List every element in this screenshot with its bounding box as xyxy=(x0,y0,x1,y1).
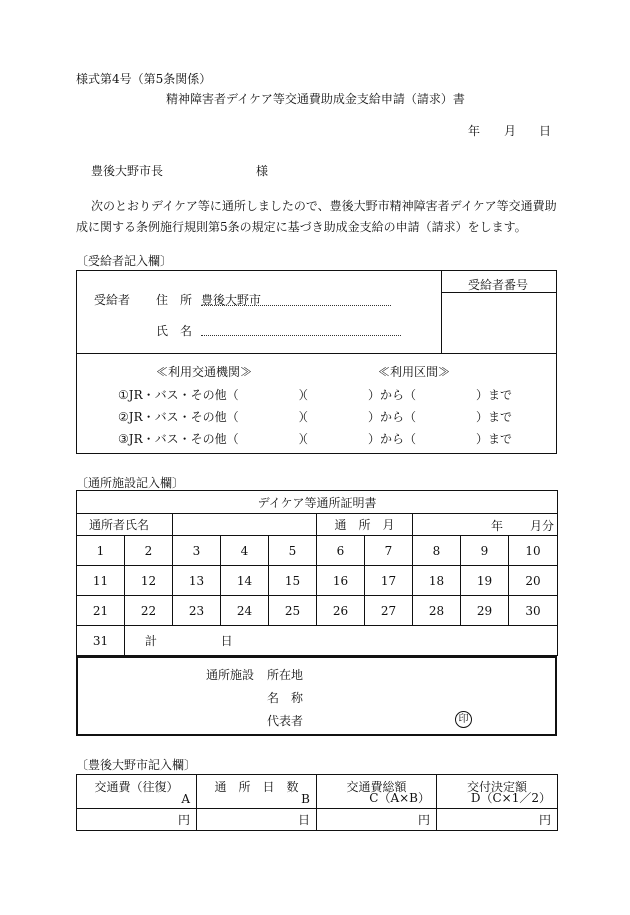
document-title: 精神障害者デイケア等交通費助成金支給申請（請求）書 xyxy=(166,92,465,106)
days-row-3 xyxy=(77,596,558,626)
day-cell[interactable]: 18 xyxy=(413,566,461,596)
recipient-number-field[interactable] xyxy=(442,293,557,353)
day-cell[interactable]: 3 xyxy=(173,536,221,566)
day-cell[interactable]: 9 xyxy=(461,536,509,566)
day-cell[interactable]: 17 xyxy=(365,566,413,596)
intro-line-2: 成に関する条例施行規則第5条の規定に基づき助成金支給の申請（請求）をします。 xyxy=(76,220,527,234)
address-label: 住 所 xyxy=(156,293,193,307)
address-value[interactable]: 豊後大野市 xyxy=(201,293,262,307)
total-days-cell[interactable] xyxy=(125,626,558,656)
total-unit: 日 xyxy=(220,634,233,648)
day-cell[interactable]: 23 xyxy=(173,596,221,626)
day-cell[interactable]: 14 xyxy=(221,566,269,596)
day-cell[interactable]: 20 xyxy=(509,566,558,596)
day-cell[interactable]: 29 xyxy=(461,596,509,626)
facility-label: 通所施設 xyxy=(206,668,255,682)
year-label: 年 xyxy=(491,519,504,533)
column-attendance-days: 通 所 日 数 B xyxy=(197,775,317,809)
city-calculation-table xyxy=(76,774,558,831)
recipient-number-label: 受給者番号 xyxy=(468,278,529,292)
addressee-name: 豊後大野市長 xyxy=(91,164,164,178)
day-cell[interactable]: 21 xyxy=(77,596,125,626)
date-year-label: 年 xyxy=(468,124,481,138)
day-cell[interactable]: 24 xyxy=(221,596,269,626)
attendance-certificate-table xyxy=(76,490,558,656)
transport-row-1[interactable]: ①JR・バス・その他（ ） xyxy=(118,388,311,402)
day-cell[interactable]: 19 xyxy=(461,566,509,596)
transport-row-2[interactable]: ②JR・バス・その他（ ） xyxy=(118,410,311,424)
day-cell[interactable]: 10 xyxy=(509,536,558,566)
date-day-label: 日 xyxy=(539,124,552,138)
certificate-title: デイケア等通所証明書 xyxy=(77,491,558,514)
route-header: ≪利用区間≫ xyxy=(378,365,451,379)
transport-row-3[interactable]: ③JR・バス・その他（ ） xyxy=(118,432,311,446)
recipient-label: 受給者 xyxy=(94,293,131,307)
days-row-1 xyxy=(77,536,558,566)
intro-line-1: 次のとおりデイケア等に通所しましたので、豊後大野市精神障害者デイケア等交通費助 xyxy=(91,199,557,213)
day-cell[interactable]: 16 xyxy=(317,566,365,596)
day-cell[interactable]: 12 xyxy=(125,566,173,596)
day-cell[interactable]: 7 xyxy=(365,536,413,566)
city-section-heading: 〔豊後大野市記入欄〕 xyxy=(76,758,197,772)
grant-amount-field[interactable]: 円 xyxy=(437,809,558,831)
total-label: 計 xyxy=(145,634,158,648)
route-row-3[interactable]: （ ）から（ ）まで xyxy=(296,432,513,446)
day-cell[interactable]: 2 xyxy=(125,536,173,566)
column-transport-fare: 交通費（往復） A xyxy=(77,775,197,809)
day-cell[interactable]: 27 xyxy=(365,596,413,626)
days-row-2 xyxy=(77,566,558,596)
attendance-month-label: 通 所 月 xyxy=(317,514,413,536)
form-number: 様式第4号（第5条関係） xyxy=(76,72,212,86)
day-cell[interactable]: 11 xyxy=(77,566,125,596)
day-cell[interactable]: 31 xyxy=(77,626,125,656)
day-cell[interactable]: 15 xyxy=(269,566,317,596)
facility-name-label: 名 称 xyxy=(267,691,304,705)
transport-fare-field[interactable]: 円 xyxy=(77,809,197,831)
month-suffix-label: 月分 xyxy=(530,519,555,533)
representative-label: 代表者 xyxy=(267,714,304,728)
seal-icon: 印 xyxy=(455,711,472,728)
total-fare-field[interactable]: 円 xyxy=(317,809,437,831)
day-cell[interactable]: 22 xyxy=(125,596,173,626)
column-grant-amount: 交付決定額 D（C×1／2） xyxy=(437,775,558,809)
day-cell[interactable]: 8 xyxy=(413,536,461,566)
attendance-month-field[interactable] xyxy=(413,514,558,536)
day-cell[interactable]: 30 xyxy=(509,596,558,626)
name-label: 氏 名 xyxy=(156,324,193,338)
facility-info-box xyxy=(76,656,557,736)
route-row-2[interactable]: （ ）から（ ）まで xyxy=(296,410,513,424)
day-cell[interactable]: 26 xyxy=(317,596,365,626)
recipient-section-heading: 〔受給者記入欄〕 xyxy=(76,254,173,268)
date-month-label: 月 xyxy=(504,124,517,138)
day-cell[interactable]: 4 xyxy=(221,536,269,566)
day-cell[interactable]: 25 xyxy=(269,596,317,626)
facility-location-label: 所在地 xyxy=(267,668,304,682)
column-total-fare: 交通費総額 C（A×B） xyxy=(317,775,437,809)
name-field[interactable] xyxy=(201,335,401,336)
attendance-days-field[interactable]: 日 xyxy=(197,809,317,831)
addressee-honorific: 様 xyxy=(256,164,269,178)
transport-header: ≪利用交通機関≫ xyxy=(156,365,253,379)
attendee-name-field[interactable] xyxy=(173,514,317,536)
attendee-name-label: 通所者氏名 xyxy=(77,514,173,536)
day-cell[interactable]: 28 xyxy=(413,596,461,626)
day-cell[interactable]: 6 xyxy=(317,536,365,566)
days-row-4 xyxy=(77,626,558,656)
day-cell[interactable]: 1 xyxy=(77,536,125,566)
facility-section-heading: 〔通所施設記入欄〕 xyxy=(76,476,185,490)
day-cell[interactable]: 5 xyxy=(269,536,317,566)
day-cell[interactable]: 13 xyxy=(173,566,221,596)
route-row-1[interactable]: （ ）から（ ）まで xyxy=(296,388,513,402)
